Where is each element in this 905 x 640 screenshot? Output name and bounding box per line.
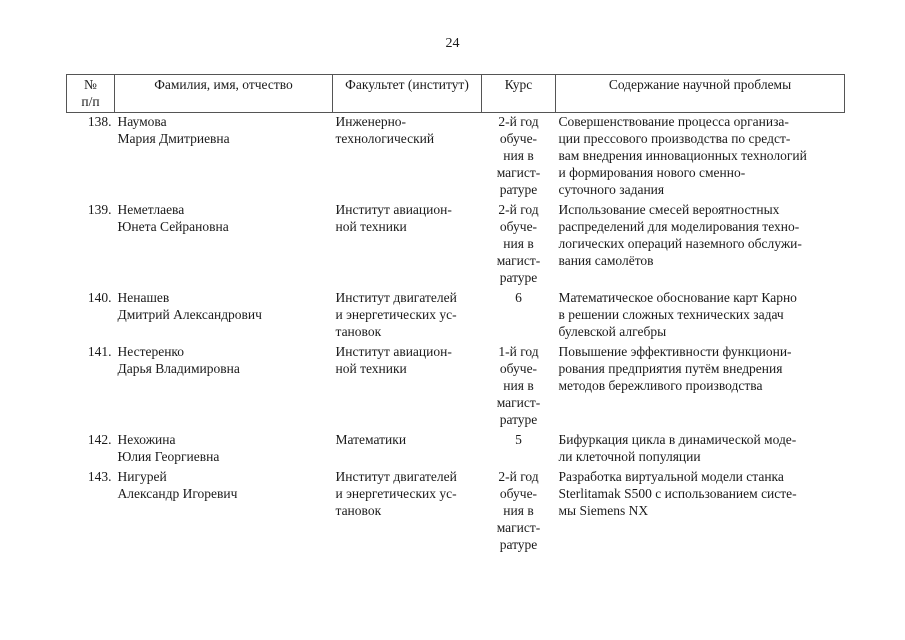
- page-number: 24: [445, 36, 460, 51]
- student-name: [115, 201, 333, 289]
- faculty-line: ной техники: [335, 219, 407, 234]
- faculty-cell: [333, 289, 482, 343]
- header-num-line2: п/п: [81, 94, 100, 109]
- course-line: магист-: [496, 253, 541, 268]
- header-num-line1: №: [84, 77, 97, 92]
- research-problem-cell: [556, 468, 845, 556]
- student-name: [115, 289, 333, 343]
- course-line: 2-й год: [498, 469, 539, 484]
- student-surname: Ненашев: [117, 290, 170, 305]
- faculty-line: и энергетических ус-: [335, 486, 457, 501]
- course-cell: [482, 431, 556, 468]
- student-given-name: Александр Игоревич: [117, 486, 238, 501]
- student-given-name: Дарья Владимировна: [117, 361, 240, 376]
- course-cell: [482, 468, 556, 556]
- course-cell: [482, 201, 556, 289]
- course-line: ния в: [503, 503, 534, 518]
- research-problem-cell: [556, 113, 845, 202]
- course-line: магист-: [496, 395, 541, 410]
- table-row: [67, 468, 845, 556]
- table-body: [67, 113, 845, 557]
- header-num: [67, 75, 115, 113]
- faculty-cell: [333, 343, 482, 431]
- student-given-name: Дмитрий Александрович: [117, 307, 262, 322]
- research-problem-line: рования предприятия путём внедрения: [558, 361, 783, 376]
- research-problem-line: ли клеточной популяции: [558, 449, 701, 464]
- research-problem-line: и формирования нового сменно-: [558, 165, 746, 180]
- row-number: 141.: [87, 344, 112, 359]
- student-given-name: Юлия Георгиевна: [117, 449, 220, 464]
- row-number: 140.: [87, 290, 112, 305]
- course-line: 2-й год: [498, 202, 539, 217]
- student-name: [115, 431, 333, 468]
- faculty-line: Институт двигателей: [335, 469, 457, 484]
- faculty-line: Институт двигателей: [335, 290, 457, 305]
- course-line: 6: [515, 290, 522, 305]
- research-problem-line: Совершенствование процесса организа-: [558, 114, 789, 129]
- course-line: ратуре: [499, 412, 538, 427]
- research-problem-cell: [556, 201, 845, 289]
- student-name: [115, 468, 333, 556]
- course-line: ратуре: [499, 182, 538, 197]
- header-problem: Содержание научной проблемы: [556, 75, 845, 113]
- student-surname: Нигурей: [117, 469, 167, 484]
- research-problem-cell: [556, 343, 845, 431]
- research-problem-line: Математическое обоснование карт Карно: [558, 290, 797, 305]
- table-header-row: [67, 75, 845, 113]
- research-problem-line: булевской алгебры: [558, 324, 667, 339]
- faculty-line: Институт авиацион-: [335, 202, 452, 217]
- table-row: [67, 289, 845, 343]
- students-table: [66, 74, 845, 556]
- research-problem-cell: [556, 431, 845, 468]
- student-name: [115, 343, 333, 431]
- row-number: 138.: [87, 114, 112, 129]
- research-problem-line: методов бережливого производства: [558, 378, 763, 393]
- research-problem-line: ции прессового производства по средст-: [558, 131, 791, 146]
- course-line: ратуре: [499, 537, 538, 552]
- research-problem-cell: [556, 289, 845, 343]
- course-line: обуче-: [499, 486, 538, 501]
- research-problem-line: в решении сложных технических задач: [558, 307, 784, 322]
- student-given-name: Юнета Сейрановна: [117, 219, 229, 234]
- faculty-line: технологический: [335, 131, 435, 146]
- faculty-line: Инженерно-: [335, 114, 407, 129]
- research-problem-line: распределений для моделирования техно-: [558, 219, 800, 234]
- table-row: [67, 201, 845, 289]
- research-problem-line: Разработка виртуальной модели станка: [558, 469, 784, 484]
- course-line: ния в: [503, 236, 534, 251]
- course-line: обуче-: [499, 361, 538, 376]
- row-number: 143.: [87, 469, 112, 484]
- faculty-line: Математики: [335, 432, 407, 447]
- header-course: Курс: [482, 75, 556, 113]
- research-problem-line: Бифуркация цикла в динамической моде-: [558, 432, 797, 447]
- row-number: 142.: [87, 432, 112, 447]
- course-line: 2-й год: [498, 114, 539, 129]
- faculty-cell: [333, 113, 482, 202]
- course-line: обуче-: [499, 219, 538, 234]
- faculty-line: ной техники: [335, 361, 407, 376]
- course-cell: [482, 289, 556, 343]
- research-problem-line: вания самолётов: [558, 253, 654, 268]
- research-problem-line: логических операций наземного обслужи-: [558, 236, 802, 251]
- course-cell: [482, 113, 556, 202]
- table-row: [67, 343, 845, 431]
- course-line: магист-: [496, 165, 541, 180]
- student-surname: Наумова: [117, 114, 167, 129]
- research-problem-line: Повышение эффективности функциони-: [558, 344, 792, 359]
- faculty-cell: [333, 201, 482, 289]
- research-problem-line: Использование смесей вероятностных: [558, 202, 780, 217]
- student-surname: Нехожина: [117, 432, 176, 447]
- header-name: Фамилия, имя, отчество: [115, 75, 333, 113]
- research-problem-line: суточного задания: [558, 182, 665, 197]
- research-problem-line: Sterlitamak S500 с использованием систе-: [558, 486, 797, 501]
- faculty-line: тановок: [335, 324, 382, 339]
- course-line: 1-й год: [498, 344, 539, 359]
- faculty-line: и энергетических ус-: [335, 307, 457, 322]
- faculty-cell: [333, 468, 482, 556]
- course-line: ния в: [503, 148, 534, 163]
- research-problem-line: вам внедрения инновационных технологий: [558, 148, 807, 163]
- course-line: 5: [515, 432, 522, 447]
- row-number: 139.: [87, 202, 112, 217]
- table-row: [67, 431, 845, 468]
- student-given-name: Мария Дмитриевна: [117, 131, 230, 146]
- course-line: магист-: [496, 520, 541, 535]
- research-problem-line: мы Siemens NX: [558, 503, 649, 518]
- faculty-line: тановок: [335, 503, 382, 518]
- header-faculty: Факультет (институт): [333, 75, 482, 113]
- student-surname: Неметлаева: [117, 202, 185, 217]
- course-cell: [482, 343, 556, 431]
- faculty-line: Институт авиацион-: [335, 344, 452, 359]
- course-line: ния в: [503, 378, 534, 393]
- course-line: обуче-: [499, 131, 538, 146]
- student-name: [115, 113, 333, 202]
- student-surname: Нестеренко: [117, 344, 185, 359]
- table-row: [67, 113, 845, 202]
- course-line: ратуре: [499, 270, 538, 285]
- faculty-cell: [333, 431, 482, 468]
